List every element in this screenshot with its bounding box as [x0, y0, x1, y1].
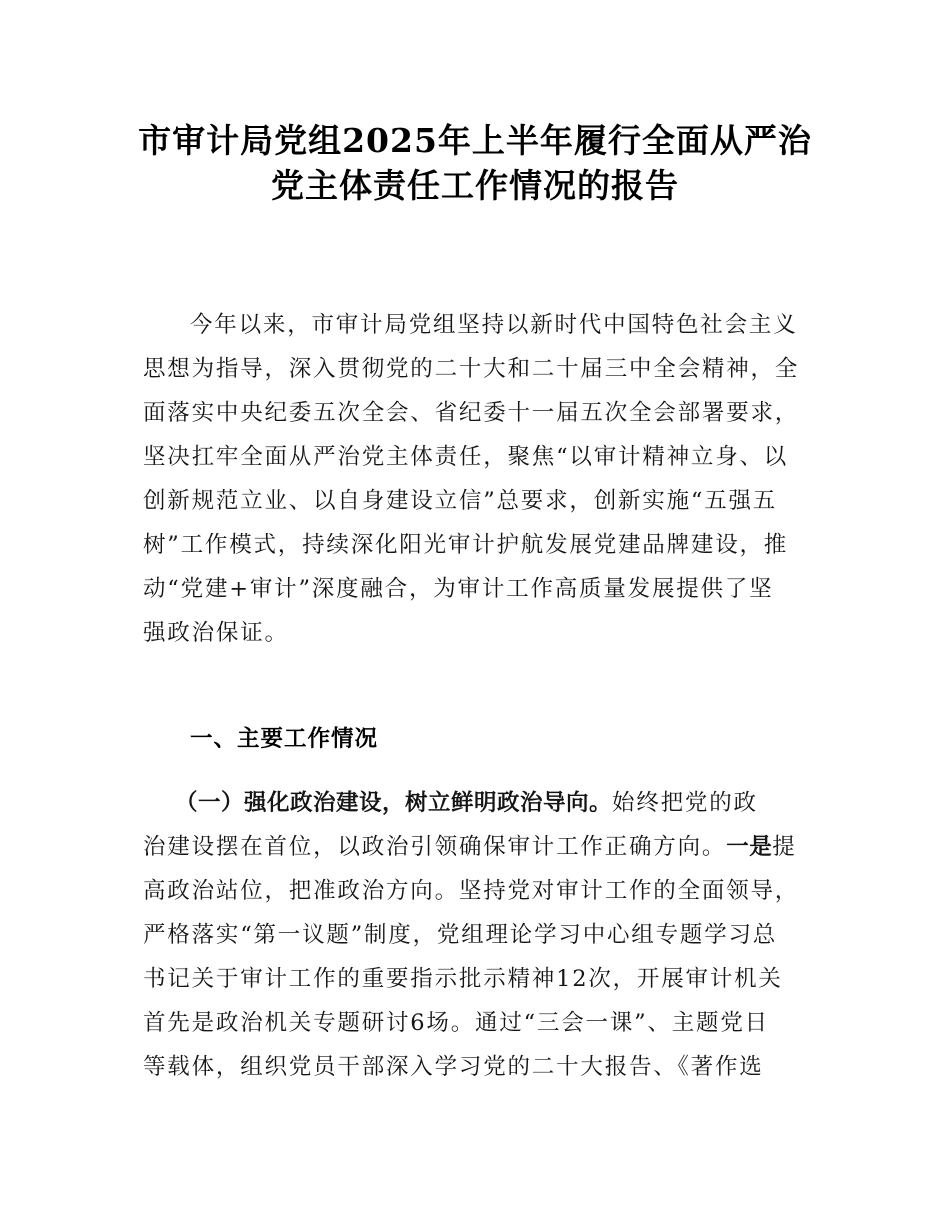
intro-line: 坚决扛牢全面从严治党主体责任，聚焦“以审计精神立身、以 — [143, 444, 789, 470]
intro-line: 今年以来，市审计局党组坚持以新时代中国特色社会主义 — [190, 312, 798, 338]
intro-line: 树”工作模式，持续深化阳光审计护航发展党建品牌建设，推 — [143, 532, 789, 558]
title-line-2: 党主体责任工作情况的报告 — [271, 166, 679, 205]
subsection-heading: （一）强化政治建设，树立鲜明政治导向。 — [175, 790, 613, 816]
title-line-1: 市审计局党组2025年上半年履行全面从严治 — [138, 121, 812, 160]
intro-line: 动“党建+审计”深度融合，为审计工作高质量发展提供了坚 — [143, 576, 774, 602]
subsection-line: 首先是政治机关专题研讨6场。通过“三会一课”、主题党日 — [143, 1010, 769, 1036]
intro-line: 思想为指导，深入贯彻党的二十大和二十届三中全会精神，全 — [143, 356, 800, 382]
document-title — [100, 118, 850, 208]
intro-line: 创新规范立业、以自身建设立信”总要求，创新实施“五强五 — [143, 488, 778, 514]
subsection-paragraph — [143, 781, 815, 1089]
subsection-line2-strong: 一是 — [726, 834, 773, 860]
section-heading: 一、主要工作情况 — [190, 726, 379, 752]
subsection-line2-text: 治建设摆在首位，以政治引领确保审计工作正确方向。 — [143, 834, 727, 860]
subsection-first-line — [143, 781, 815, 825]
intro-line: 面落实中央纪委五次全会、省纪委十一届五次全会部署要求， — [143, 400, 800, 426]
subsection-second-line — [143, 825, 815, 869]
subsection-line: 等载体，组织党员干部深入学习党的二十大报告、《著作选 — [143, 1054, 764, 1080]
subsection-line: 书记关于审计工作的重要指示批示精神12次，开展审计机关 — [143, 966, 783, 992]
subsection-line1-rest: 始终把党的政 — [612, 790, 758, 816]
subsection-line: 严格落实“第一议题”制度，党组理论学习中心组专题学习总 — [143, 922, 778, 948]
subsection-line2-tail: 提 — [772, 834, 797, 860]
intro-line: 强政治保证。 — [143, 620, 289, 646]
subsection-line: 高政治站位，把准政治方向。坚持党对审计工作的全面领导， — [143, 878, 800, 904]
intro-paragraph — [143, 303, 815, 655]
